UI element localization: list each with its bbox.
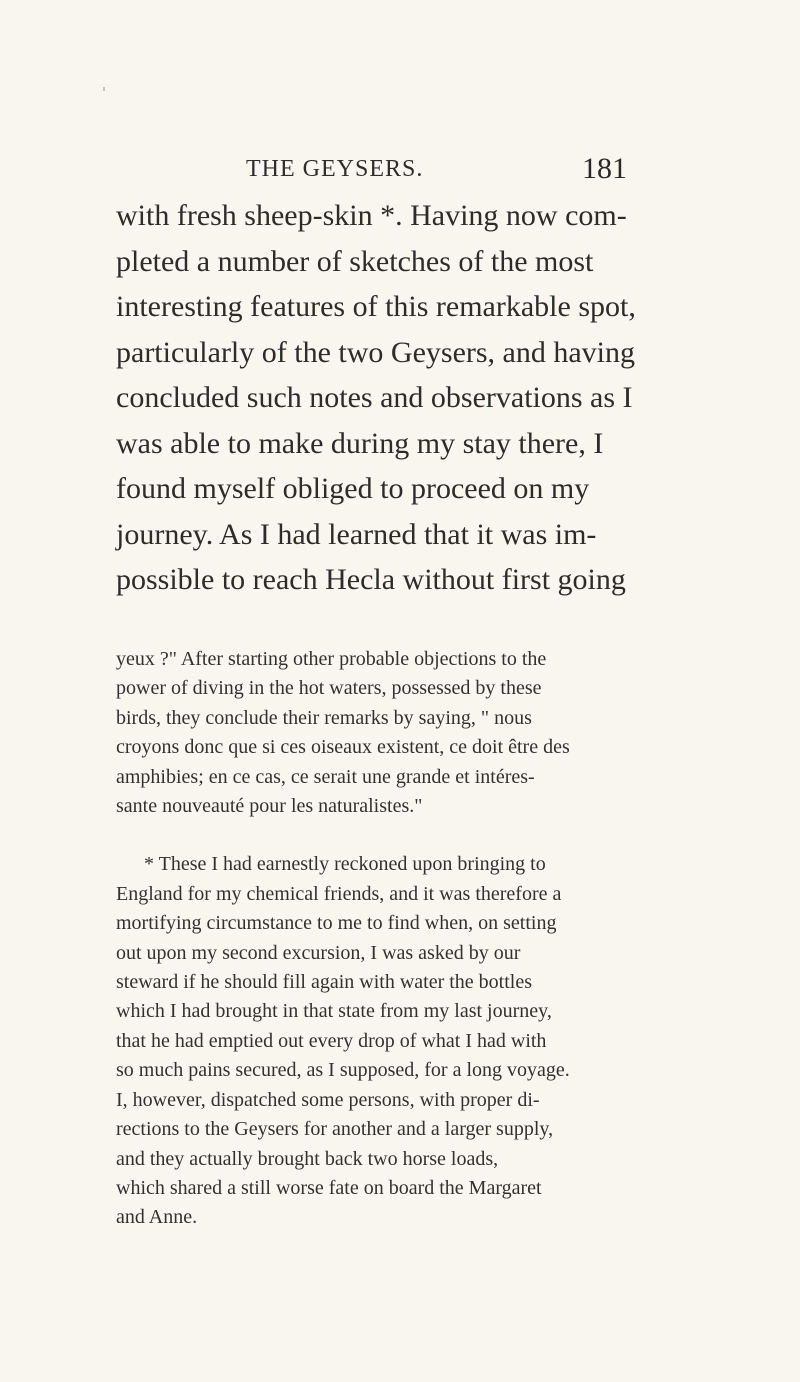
page-header [246,152,646,190]
footnote-line: power of diving in the hot waters, possessed by these [116,677,542,700]
footnote-line: sante nouveauté pour les naturalistes." [116,795,423,818]
footnote-line: I, however, dispatched some persons, with proper di- [116,1088,540,1111]
main-text-line: was able to make during my stay there, I [116,426,604,460]
paper-mark [103,87,105,91]
footnote-line: steward if he should fill again with water the bottles [116,971,533,994]
footnote-star [116,850,736,1232]
main-text-line: pleted a number of sketches of the most [116,244,594,278]
page-number: 181 [582,152,627,185]
footnote-line: out upon my second excursion, I was asked by our [116,941,521,964]
footnote-line: and they actually brought back two horse loads, [116,1147,499,1170]
footnote-continuation [116,645,736,821]
main-text-line: possible to reach Hecla without first going [116,563,626,596]
main-text-line: found myself obliged to proceed on my [116,472,590,505]
footnote-line: yeux ?" After starting other probable objections to the [116,648,547,670]
footnote-line: birds, they conclude their remarks by saying, " nous [116,706,532,729]
main-text-line: particularly of the two Geysers, and having [116,335,636,369]
footnote-line: which shared a still worse fate on board the Margaret [116,1176,542,1199]
footnote-line: England for my chemical friends, and it was therefore a [116,882,562,905]
footnote-line: which I had brought in that state from my last journey, [116,1000,552,1023]
footnote-line: amphibies; en ce cas, ce serait une grande et intéres- [116,765,535,788]
main-text-line: journey. As I had learned that it was im- [116,517,597,551]
footnote-line: * These I had earnestly reckoned upon bringing to [144,853,546,876]
footnote-line: so much pains secured, as I supposed, for a long voyage. [116,1059,570,1082]
footnotes [116,645,736,1233]
main-text-line: interesting features of this remarkable spot, [116,290,636,323]
footnote-line: and Anne. [116,1206,198,1229]
footnote-line: croyons donc que si ces oiseaux existent, ce doit être des [116,736,570,759]
footnote-line: that he had emptied out every drop of what I had with [116,1029,547,1052]
main-text [116,193,726,603]
main-text-line: concluded such notes and observations as I [116,381,633,414]
running-head: THE GEYSERS. [246,156,424,182]
footnote-line: mortifying circumstance to me to find when, on setting [116,912,557,935]
main-text-line: with fresh sheep-skin *. Having now com- [116,199,627,232]
footnote-line: rections to the Geysers for another and a larger supply, [116,1118,554,1141]
